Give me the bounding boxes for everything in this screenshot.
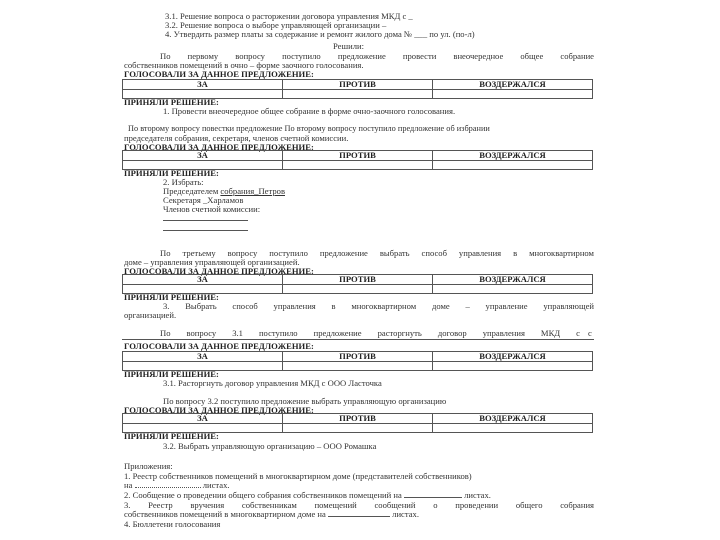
q31-decided-heading: ПРИНЯЛИ РЕШЕНИЕ:	[124, 369, 219, 379]
q31-voted-heading: ГОЛОСОВАЛИ ЗА ДАННОЕ ПРЕДЛОЖЕНИЕ:	[124, 341, 314, 351]
q2-vote-against-cell	[283, 161, 433, 170]
appendix-item-2-blank	[404, 490, 462, 498]
q2-vote-table	[122, 150, 593, 170]
q31-vote-abstained-header: ВОЗДЕРЖАЛСЯ	[433, 352, 593, 362]
q2-vote-abstained-header: ВОЗДЕРЖАЛСЯ	[433, 151, 593, 161]
q1-voted-heading: ГОЛОСОВАЛИ ЗА ДАННОЕ ПРЕДЛОЖЕНИЕ:	[124, 69, 314, 79]
appendix-item-4: 4. Бюллетени голосования	[124, 519, 221, 529]
q31-decision-text: 3.1. Расторгнуть договор управления МКД с ООО Ласточка	[163, 378, 382, 388]
q32-vote-abstained-header: ВОЗДЕРЖАЛСЯ	[433, 414, 593, 424]
appendix-item-1-line2	[124, 480, 230, 490]
resolved-heading: Решили:	[333, 41, 364, 51]
appendix-item-2	[124, 490, 491, 500]
q31-vote-against-header: ПРОТИВ	[283, 352, 433, 362]
q32-vote-for-header: ЗА	[123, 414, 283, 424]
q1-text-line2: собственников помещений в очно – форме заочного голосования.	[124, 60, 364, 70]
q32-vote-table	[122, 413, 593, 433]
q3-text-line1: По третьему вопросу поступило предложение выбрать способ управления в многоквартирном	[160, 248, 594, 258]
q2-text-line2: председателя собрания, секретаря, членов счетной комиссии.	[124, 133, 349, 143]
q3-vote-for-header: ЗА	[123, 275, 283, 285]
q2-vote-against-header: ПРОТИВ	[283, 151, 433, 161]
q1-vote-for-header: ЗА	[123, 80, 283, 90]
q32-decided-heading: ПРИНЯЛИ РЕШЕНИЕ:	[124, 431, 219, 441]
q31-vote-table	[122, 351, 593, 371]
q2-secretary: Секретаря _Харламов	[163, 195, 244, 205]
appendix-item-2-prefix: 2. Сообщение о проведении общего собрания собственников помещений на	[124, 490, 402, 500]
q32-vote-against-header: ПРОТИВ	[283, 414, 433, 424]
appendix-item-1-line1: 1. Реестр собственников помещений в многоквартирном доме (представителей собственников)	[124, 471, 472, 481]
q31-vote-abstained-cell	[433, 362, 593, 371]
q3-decision-line2: организацией.	[124, 310, 177, 320]
q3-vote-against-header: ПРОТИВ	[283, 275, 433, 285]
q3-vote-against-cell	[283, 285, 433, 294]
appendix-item-3-blank	[328, 509, 390, 517]
q3-voted-heading: ГОЛОСОВАЛИ ЗА ДАННОЕ ПРЕДЛОЖЕНИЕ:	[124, 266, 314, 276]
q2-decision-intro: 2. Избрать:	[163, 177, 204, 187]
q2-voted-heading: ГОЛОСОВАЛИ ЗА ДАННОЕ ПРЕДЛОЖЕНИЕ:	[124, 142, 314, 152]
q2-chairman-name: собрания_Петров	[220, 186, 285, 196]
appendix-item-1-suffix: листах.	[202, 480, 230, 490]
q1-decision-text: 1. Провести внеочередное общее собрание в форме очно-заочного голосования.	[163, 106, 456, 116]
q3-decided-heading: ПРИНЯЛИ РЕШЕНИЕ:	[124, 292, 219, 302]
q32-voted-heading: ГОЛОСОВАЛИ ЗА ДАННОЕ ПРЕДЛОЖЕНИЕ:	[124, 405, 314, 415]
q3-vote-table	[122, 274, 593, 294]
q32-text-line1: По вопросу 3.2 поступило предложение выбрать управляющую организацию	[163, 396, 447, 406]
q2-chairman: Председателем собрания_Петров	[163, 186, 285, 196]
q1-vote-table	[122, 79, 593, 99]
q1-vote-against-header: ПРОТИВ	[283, 80, 433, 90]
q32-vote-against-cell	[283, 424, 433, 433]
q31-vote-for-header: ЗА	[123, 352, 283, 362]
agenda-item-4: 4. Утвердить размер платы за содержание и ремонт жилого дома № ___ по ул. (по-л)	[165, 29, 475, 39]
q1-vote-against-cell	[283, 90, 433, 99]
q2-decided-heading: ПРИНЯЛИ РЕШЕНИЕ:	[124, 168, 219, 178]
q32-vote-abstained-cell	[433, 424, 593, 433]
q31-vote-against-cell	[283, 362, 433, 371]
q2-commission: Членов счетной комиссии:	[163, 204, 261, 214]
q31-text-line1: По вопросу 3.1 поступило предложение расторгнуть договор управления МКД с	[160, 328, 580, 338]
appendix-item-2-suffix: листах.	[464, 490, 491, 500]
appendix-item-1-prefix: на	[124, 480, 133, 490]
q31-rule	[122, 339, 594, 340]
agenda-item-3-1: 3.1. Решение вопроса о расторжении договора управления МКД с _	[165, 11, 413, 21]
q2-text-line1: По второму вопросу повестки предложение По второму вопросу поступило предложение об избрании	[128, 124, 490, 133]
appendix-heading: Приложения:	[124, 461, 173, 471]
appendix-item-3-line1: 3. Реестр вручения собственникам помещений сообщений о проведении общего собрания	[124, 500, 594, 510]
q31-text-trailing-c: с	[588, 328, 592, 338]
agenda-item-3-2: 3.2. Решение вопроса о выборе управляющей организации –	[165, 20, 387, 30]
q3-text-line2: доме – управления управляющей организацией.	[124, 257, 300, 267]
appendix-item-3-prefix: собственников помещений в многоквартирном доме на	[124, 509, 326, 519]
q2-vote-for-header: ЗА	[123, 151, 283, 161]
q2-vote-abstained-cell	[433, 161, 593, 170]
appendix-item-3-line2	[124, 509, 419, 519]
q1-vote-abstained-cell	[433, 90, 593, 99]
q1-decided-heading: ПРИНЯЛИ РЕШЕНИЕ:	[124, 97, 219, 107]
q32-decision-text: 3.2. Выбрать управляющую организацию – ООО Ромашка	[163, 441, 377, 451]
q2-commission-blank-2	[163, 230, 248, 231]
q1-text-line1: По первому вопросу поступило предложение провести внеочередное общее собрание	[160, 51, 594, 61]
q3-decision-line1: 3. Выбрать способ управления в многоквартирном доме – управление управляющей	[163, 301, 594, 311]
q1-vote-abstained-header: ВОЗДЕРЖАЛСЯ	[433, 80, 593, 90]
q3-vote-abstained-header: ВОЗДЕРЖАЛСЯ	[433, 275, 593, 285]
appendix-item-1-blank	[135, 480, 201, 488]
q3-vote-abstained-cell	[433, 285, 593, 294]
q2-commission-blank-1	[163, 220, 248, 221]
appendix-item-3-suffix: листах.	[392, 509, 419, 519]
